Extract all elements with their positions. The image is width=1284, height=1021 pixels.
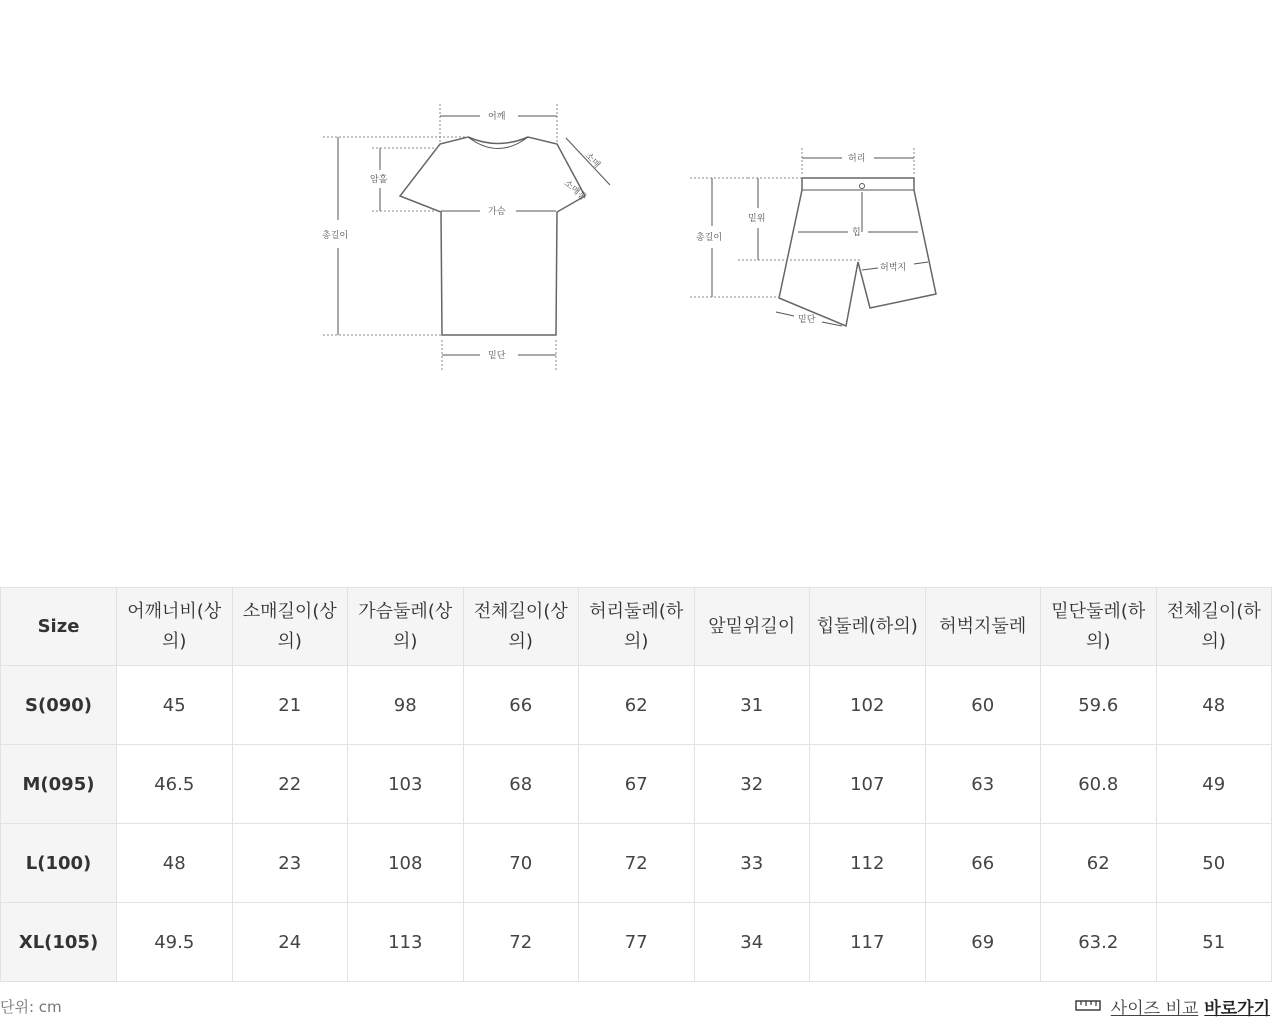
table-cell: 51 bbox=[1156, 903, 1272, 982]
diagram-hip-label: 힙 bbox=[852, 228, 861, 238]
table-cell: 48 bbox=[1156, 666, 1272, 745]
table-cell: 102 bbox=[810, 666, 926, 745]
table-cell: 62 bbox=[579, 666, 695, 745]
table-cell: 59.6 bbox=[1041, 666, 1157, 745]
table-cell: 49.5 bbox=[117, 903, 233, 982]
table-row bbox=[1, 824, 1272, 903]
table-cell: 66 bbox=[463, 666, 579, 745]
table-cell: 72 bbox=[463, 903, 579, 982]
header-hem: 밑단둘레(하의) bbox=[1041, 588, 1157, 666]
header-front-rise: 앞밑위길이 bbox=[694, 588, 810, 666]
header-shoulder-width: 어깨너비(상의) bbox=[117, 588, 233, 666]
table-cell: 33 bbox=[694, 824, 810, 903]
header-size: Size bbox=[1, 588, 117, 666]
table-cell: 60 bbox=[925, 666, 1041, 745]
shorts-outline bbox=[779, 178, 936, 326]
row-size-label: M(095) bbox=[1, 745, 117, 824]
table-cell: 63.2 bbox=[1041, 903, 1157, 982]
table-cell: 34 bbox=[694, 903, 810, 982]
row-size-label: XL(105) bbox=[1, 903, 117, 982]
tshirt-outline bbox=[400, 137, 585, 335]
table-cell: 98 bbox=[348, 666, 464, 745]
diagram-waist-label: 허리 bbox=[848, 154, 866, 164]
diagram-thigh-label: 허벅지 bbox=[880, 263, 907, 273]
table-row bbox=[1, 666, 1272, 745]
row-size-label: L(100) bbox=[1, 824, 117, 903]
header-bottom-length: 전체길이(하의) bbox=[1156, 588, 1272, 666]
table-cell: 77 bbox=[579, 903, 695, 982]
header-waist: 허리둘레(하의) bbox=[579, 588, 695, 666]
diagram-top-hem-label: 밑단 bbox=[488, 351, 506, 361]
table-cell: 21 bbox=[232, 666, 348, 745]
table-cell: 48 bbox=[117, 824, 233, 903]
table-cell: 69 bbox=[925, 903, 1041, 982]
ruler-icon bbox=[1075, 997, 1101, 1017]
size-compare-link[interactable] bbox=[1075, 994, 1270, 1019]
table-cell: 22 bbox=[232, 745, 348, 824]
header-hip: 힙둘레(하의) bbox=[810, 588, 926, 666]
header-chest: 가슴둘레(상의) bbox=[348, 588, 464, 666]
table-cell: 117 bbox=[810, 903, 926, 982]
diagram-bottom-hem-label: 밑단 bbox=[798, 315, 816, 325]
diagram-shoulder-label: 어깨 bbox=[488, 112, 506, 122]
header-thigh: 허벅지둘레 bbox=[925, 588, 1041, 666]
diagram-top-length-label: 총길이 bbox=[322, 231, 349, 241]
table-cell: 23 bbox=[232, 824, 348, 903]
table-cell: 66 bbox=[925, 824, 1041, 903]
table-cell: 50 bbox=[1156, 824, 1272, 903]
table-cell: 112 bbox=[810, 824, 926, 903]
table-cell: 31 bbox=[694, 666, 810, 745]
table-cell: 107 bbox=[810, 745, 926, 824]
table-row bbox=[1, 745, 1272, 824]
header-sleeve-length: 소매길이(상의) bbox=[232, 588, 348, 666]
table-cell: 46.5 bbox=[117, 745, 233, 824]
table-cell: 72 bbox=[579, 824, 695, 903]
diagram-chest-label: 가슴 bbox=[488, 207, 506, 217]
diagram-bottom-length-label: 총길이 bbox=[696, 233, 723, 243]
size-compare-label[interactable]: 사이즈 비교 bbox=[1110, 999, 1199, 1019]
row-size-label: S(090) bbox=[1, 666, 117, 745]
unit-note: 단위: cm bbox=[0, 998, 62, 1016]
table-cell: 62 bbox=[1041, 824, 1157, 903]
table-cell: 49 bbox=[1156, 745, 1272, 824]
table-cell: 113 bbox=[348, 903, 464, 982]
table-row bbox=[1, 903, 1272, 982]
table-cell: 70 bbox=[463, 824, 579, 903]
table-cell: 68 bbox=[463, 745, 579, 824]
table-cell: 108 bbox=[348, 824, 464, 903]
table-cell: 32 bbox=[694, 745, 810, 824]
diagram-rise-label: 밑위 bbox=[748, 214, 766, 224]
diagram-armhole-label: 암홀 bbox=[370, 175, 388, 185]
table-cell: 60.8 bbox=[1041, 745, 1157, 824]
go-to-link[interactable]: 바로가기 bbox=[1204, 999, 1270, 1019]
table-cell: 63 bbox=[925, 745, 1041, 824]
diagram-sleeve-opening-label: 소매통 bbox=[561, 178, 589, 204]
table-cell: 67 bbox=[579, 745, 695, 824]
diagram-sleeve-label: 소매 bbox=[582, 150, 602, 171]
table-cell: 45 bbox=[117, 666, 233, 745]
size-table-header-row bbox=[1, 588, 1272, 666]
table-cell: 103 bbox=[348, 745, 464, 824]
size-table bbox=[0, 587, 1272, 982]
table-cell: 24 bbox=[232, 903, 348, 982]
header-top-length: 전체길이(상의) bbox=[463, 588, 579, 666]
